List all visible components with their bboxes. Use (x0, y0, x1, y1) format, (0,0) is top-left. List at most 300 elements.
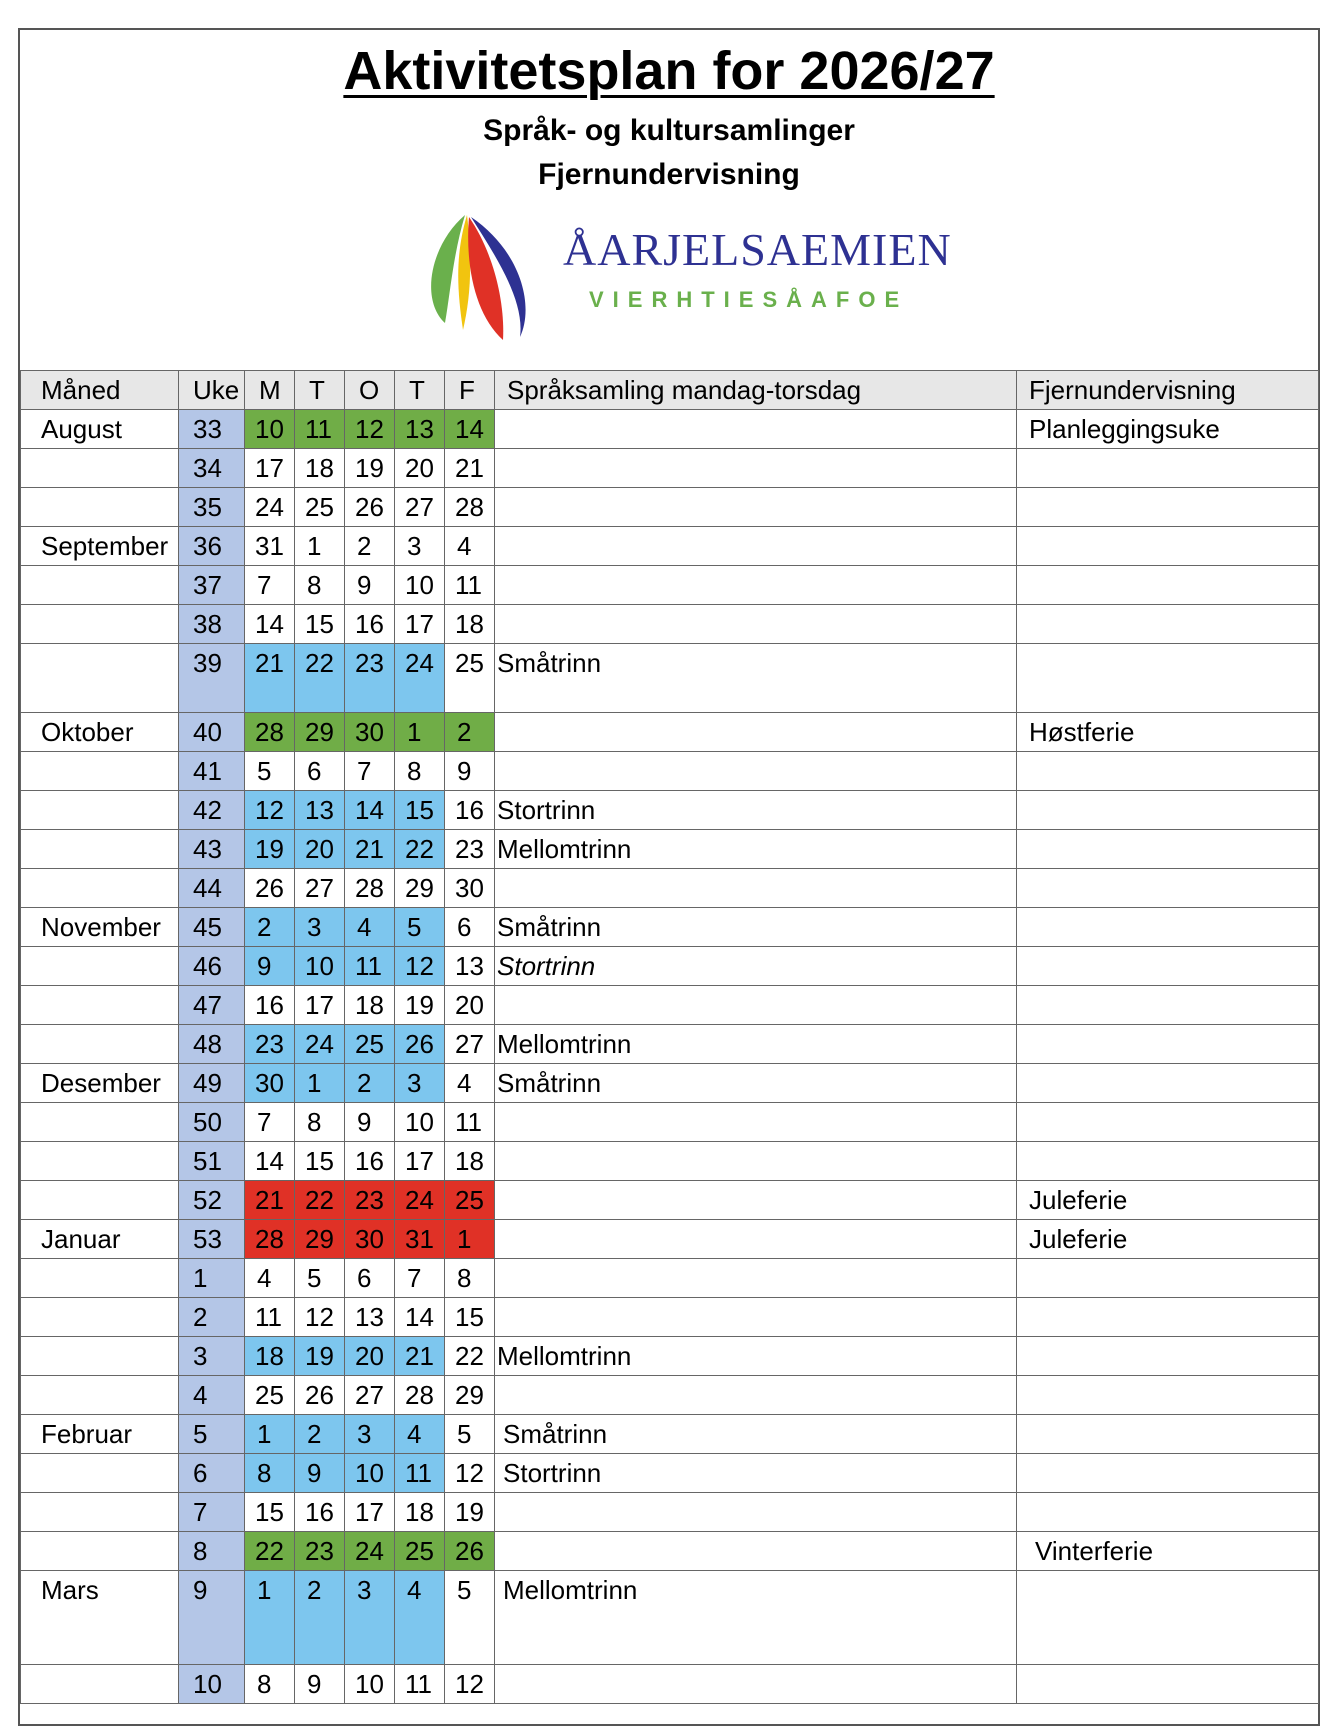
day-cell-thu: 17 (395, 605, 445, 644)
table-row (21, 908, 1319, 947)
samling-cell (495, 1376, 1017, 1415)
week-cell: 49 (179, 1064, 245, 1103)
col-header-t: T (295, 371, 345, 410)
fjern-cell (1017, 1415, 1319, 1454)
day-cell-fri: 18 (445, 605, 495, 644)
day-cell-wed: 2 (345, 1064, 395, 1103)
day-cell-fri: 9 (445, 752, 495, 791)
week-cell: 38 (179, 605, 245, 644)
fjern-cell (1017, 869, 1319, 908)
month-cell: Mars (21, 1571, 179, 1665)
month-cell (21, 605, 179, 644)
samling-cell: Stortrinn (495, 947, 1017, 986)
month-cell: September (21, 527, 179, 566)
week-cell: 6 (179, 1454, 245, 1493)
day-cell-wed: 26 (345, 488, 395, 527)
fjern-cell (1017, 605, 1319, 644)
logo-subtitle: VIERHTIESÅAFOE (589, 287, 909, 312)
fjern-cell (1017, 1259, 1319, 1298)
day-cell-tue: 2 (295, 1571, 345, 1665)
samling-cell: Småtrinn (495, 644, 1017, 713)
week-cell: 41 (179, 752, 245, 791)
day-cell-thu: 26 (395, 1025, 445, 1064)
day-cell-tue: 6 (295, 752, 345, 791)
samling-cell: Småtrinn (495, 1064, 1017, 1103)
day-cell-tue: 16 (295, 1493, 345, 1532)
month-cell (21, 830, 179, 869)
day-cell-wed: 6 (345, 1259, 395, 1298)
samling-cell (495, 527, 1017, 566)
samling-cell (495, 410, 1017, 449)
day-cell-mon: 1 (245, 1571, 295, 1665)
day-cell-thu: 28 (395, 1376, 445, 1415)
table-row (21, 449, 1319, 488)
day-cell-wed: 10 (345, 1454, 395, 1493)
day-cell-fri: 4 (445, 1064, 495, 1103)
col-header-m: M (245, 371, 295, 410)
week-cell: 39 (179, 644, 245, 713)
table-row (21, 1532, 1319, 1571)
day-cell-tue: 22 (295, 1181, 345, 1220)
fjern-cell (1017, 527, 1319, 566)
day-cell-mon: 7 (245, 1103, 295, 1142)
samling-cell: Mellomtrinn (495, 830, 1017, 869)
table-row (21, 1181, 1319, 1220)
day-cell-fri: 5 (445, 1571, 495, 1665)
month-cell (21, 1454, 179, 1493)
table-row (21, 1454, 1319, 1493)
day-cell-fri: 30 (445, 869, 495, 908)
day-cell-thu: 15 (395, 791, 445, 830)
fjern-cell: Juleferie (1017, 1181, 1319, 1220)
day-cell-thu: 22 (395, 830, 445, 869)
month-cell (21, 1376, 179, 1415)
month-cell: November (21, 908, 179, 947)
week-cell: 10 (179, 1665, 245, 1704)
day-cell-tue: 10 (295, 947, 345, 986)
logo (425, 205, 985, 345)
samling-cell: Mellomtrinn (495, 1571, 1017, 1665)
samling-cell: Mellomtrinn (495, 1337, 1017, 1376)
day-cell-tue: 29 (295, 1220, 345, 1259)
day-cell-mon: 28 (245, 1220, 295, 1259)
col-header-sprak: Språksamling mandag-torsdag (495, 371, 1017, 410)
day-cell-fri: 12 (445, 1665, 495, 1704)
day-cell-tue: 26 (295, 1376, 345, 1415)
day-cell-wed: 7 (345, 752, 395, 791)
week-cell: 44 (179, 869, 245, 908)
day-cell-fri: 18 (445, 1142, 495, 1181)
day-cell-mon: 4 (245, 1259, 295, 1298)
week-cell: 36 (179, 527, 245, 566)
day-cell-thu: 4 (395, 1571, 445, 1665)
week-cell: 52 (179, 1181, 245, 1220)
day-cell-tue: 3 (295, 908, 345, 947)
week-cell: 33 (179, 410, 245, 449)
table-row (21, 1337, 1319, 1376)
samling-cell (495, 1298, 1017, 1337)
month-cell (21, 869, 179, 908)
samling-cell (495, 1220, 1017, 1259)
table-row (21, 1298, 1319, 1337)
day-cell-wed: 17 (345, 1493, 395, 1532)
day-cell-mon: 18 (245, 1337, 295, 1376)
table-row (21, 752, 1319, 791)
samling-cell (495, 1142, 1017, 1181)
day-cell-thu: 10 (395, 566, 445, 605)
day-cell-wed: 30 (345, 713, 395, 752)
day-cell-fri: 1 (445, 1220, 495, 1259)
samling-cell: Mellomtrinn (495, 1025, 1017, 1064)
day-cell-wed: 23 (345, 1181, 395, 1220)
col-header-maned: Måned (21, 371, 179, 410)
table-row (21, 791, 1319, 830)
fjern-cell (1017, 1337, 1319, 1376)
day-cell-wed: 4 (345, 908, 395, 947)
day-cell-fri: 12 (445, 1454, 495, 1493)
day-cell-fri: 28 (445, 488, 495, 527)
fjern-cell: Høstferie (1017, 713, 1319, 752)
table-row (21, 986, 1319, 1025)
fjern-cell (1017, 1103, 1319, 1142)
day-cell-mon: 19 (245, 830, 295, 869)
table-row (21, 488, 1319, 527)
day-cell-fri: 14 (445, 410, 495, 449)
fjern-cell (1017, 947, 1319, 986)
subtitle-sprak-kultursamlinger: Språk- og kultursamlinger (483, 114, 855, 147)
day-cell-tue: 12 (295, 1298, 345, 1337)
table-row (21, 1025, 1319, 1064)
day-cell-thu: 20 (395, 449, 445, 488)
day-cell-tue: 24 (295, 1025, 345, 1064)
day-cell-fri: 6 (445, 908, 495, 947)
day-cell-tue: 19 (295, 1337, 345, 1376)
day-cell-thu: 13 (395, 410, 445, 449)
day-cell-wed: 9 (345, 566, 395, 605)
day-cell-fri: 2 (445, 713, 495, 752)
day-cell-thu: 17 (395, 1142, 445, 1181)
fjern-cell (1017, 1025, 1319, 1064)
day-cell-wed: 14 (345, 791, 395, 830)
samling-cell (495, 1493, 1017, 1532)
samling-cell (495, 605, 1017, 644)
table-header-row (21, 371, 1319, 410)
day-cell-thu: 29 (395, 869, 445, 908)
day-cell-thu: 11 (395, 1454, 445, 1493)
day-cell-mon: 9 (245, 947, 295, 986)
day-cell-mon: 31 (245, 527, 295, 566)
day-cell-wed: 16 (345, 605, 395, 644)
day-cell-wed: 16 (345, 1142, 395, 1181)
day-cell-mon: 21 (245, 1181, 295, 1220)
month-cell: Januar (21, 1220, 179, 1259)
day-cell-wed: 24 (345, 1532, 395, 1571)
week-cell: 48 (179, 1025, 245, 1064)
col-header-o: O (345, 371, 395, 410)
day-cell-fri: 11 (445, 1103, 495, 1142)
fjern-cell (1017, 830, 1319, 869)
day-cell-mon: 2 (245, 908, 295, 947)
day-cell-fri: 21 (445, 449, 495, 488)
month-cell (21, 1259, 179, 1298)
week-cell: 47 (179, 986, 245, 1025)
week-cell: 7 (179, 1493, 245, 1532)
day-cell-thu: 3 (395, 1064, 445, 1103)
day-cell-tue: 29 (295, 713, 345, 752)
day-cell-mon: 25 (245, 1376, 295, 1415)
day-cell-thu: 31 (395, 1220, 445, 1259)
day-cell-thu: 10 (395, 1103, 445, 1142)
day-cell-thu: 19 (395, 986, 445, 1025)
table-row (21, 713, 1319, 752)
week-cell: 5 (179, 1415, 245, 1454)
day-cell-wed: 27 (345, 1376, 395, 1415)
table-row (21, 1064, 1319, 1103)
day-cell-fri: 13 (445, 947, 495, 986)
day-cell-mon: 8 (245, 1665, 295, 1704)
day-cell-mon: 17 (245, 449, 295, 488)
fjern-cell (1017, 1493, 1319, 1532)
day-cell-tue: 13 (295, 791, 345, 830)
day-cell-thu: 24 (395, 1181, 445, 1220)
day-cell-mon: 30 (245, 1064, 295, 1103)
subtitle-fjernundervisning: Fjernundervisning (538, 158, 800, 191)
table-row (21, 1142, 1319, 1181)
day-cell-thu: 12 (395, 947, 445, 986)
day-cell-fri: 4 (445, 527, 495, 566)
day-cell-fri: 25 (445, 644, 495, 713)
day-cell-tue: 1 (295, 527, 345, 566)
day-cell-tue: 2 (295, 1415, 345, 1454)
day-cell-thu: 7 (395, 1259, 445, 1298)
week-cell: 37 (179, 566, 245, 605)
logo-name: ÅARJELSAEMIEN (563, 224, 952, 275)
fjern-cell (1017, 644, 1319, 713)
day-cell-thu: 27 (395, 488, 445, 527)
table-row (21, 566, 1319, 605)
day-cell-tue: 22 (295, 644, 345, 713)
day-cell-mon: 10 (245, 410, 295, 449)
week-cell: 34 (179, 449, 245, 488)
week-cell: 46 (179, 947, 245, 986)
week-cell: 35 (179, 488, 245, 527)
day-cell-tue: 5 (295, 1259, 345, 1298)
fjern-cell (1017, 1454, 1319, 1493)
day-cell-tue: 8 (295, 1103, 345, 1142)
month-cell (21, 752, 179, 791)
table-row (21, 1571, 1319, 1665)
table-row (21, 605, 1319, 644)
samling-cell (495, 1181, 1017, 1220)
day-cell-thu: 8 (395, 752, 445, 791)
table-body (21, 410, 1319, 1704)
samling-cell: Småtrinn (495, 908, 1017, 947)
day-cell-tue: 23 (295, 1532, 345, 1571)
month-cell (21, 1025, 179, 1064)
week-cell: 1 (179, 1259, 245, 1298)
day-cell-fri: 8 (445, 1259, 495, 1298)
fjern-cell (1017, 1571, 1319, 1665)
day-cell-wed: 12 (345, 410, 395, 449)
month-cell (21, 1493, 179, 1532)
table-row (21, 1665, 1319, 1704)
day-cell-mon: 8 (245, 1454, 295, 1493)
day-cell-fri: 26 (445, 1532, 495, 1571)
samling-cell: Stortrinn (495, 791, 1017, 830)
week-cell: 45 (179, 908, 245, 947)
table-row (21, 1493, 1319, 1532)
week-cell: 51 (179, 1142, 245, 1181)
day-cell-mon: 1 (245, 1415, 295, 1454)
day-cell-thu: 3 (395, 527, 445, 566)
month-cell (21, 1337, 179, 1376)
day-cell-tue: 1 (295, 1064, 345, 1103)
day-cell-mon: 12 (245, 791, 295, 830)
samling-cell (495, 1665, 1017, 1704)
day-cell-wed: 23 (345, 644, 395, 713)
col-header-f: F (445, 371, 495, 410)
month-cell: Oktober (21, 713, 179, 752)
day-cell-fri: 29 (445, 1376, 495, 1415)
fjern-cell (1017, 752, 1319, 791)
day-cell-thu: 25 (395, 1532, 445, 1571)
month-cell (21, 449, 179, 488)
fjern-cell (1017, 1298, 1319, 1337)
day-cell-thu: 24 (395, 644, 445, 713)
day-cell-wed: 9 (345, 1103, 395, 1142)
fjern-cell (1017, 908, 1319, 947)
samling-cell: Småtrinn (495, 1415, 1017, 1454)
samling-cell (495, 1532, 1017, 1571)
week-cell: 50 (179, 1103, 245, 1142)
table-row (21, 1376, 1319, 1415)
activity-table (20, 370, 1319, 1704)
month-cell (21, 1298, 179, 1337)
day-cell-tue: 25 (295, 488, 345, 527)
fjern-cell (1017, 1064, 1319, 1103)
day-cell-mon: 24 (245, 488, 295, 527)
day-cell-fri: 25 (445, 1181, 495, 1220)
header (20, 30, 1318, 370)
col-header-uke: Uke (179, 371, 245, 410)
logo-feather-icon (425, 205, 545, 345)
month-cell: August (21, 410, 179, 449)
day-cell-wed: 18 (345, 986, 395, 1025)
day-cell-thu: 1 (395, 713, 445, 752)
day-cell-fri: 22 (445, 1337, 495, 1376)
week-cell: 43 (179, 830, 245, 869)
week-cell: 9 (179, 1571, 245, 1665)
day-cell-fri: 5 (445, 1415, 495, 1454)
week-cell: 4 (179, 1376, 245, 1415)
month-cell: Februar (21, 1415, 179, 1454)
fjern-cell (1017, 488, 1319, 527)
day-cell-tue: 15 (295, 605, 345, 644)
week-cell: 42 (179, 791, 245, 830)
day-cell-tue: 8 (295, 566, 345, 605)
day-cell-thu: 21 (395, 1337, 445, 1376)
day-cell-mon: 14 (245, 605, 295, 644)
table-row (21, 869, 1319, 908)
day-cell-fri: 27 (445, 1025, 495, 1064)
day-cell-wed: 30 (345, 1220, 395, 1259)
day-cell-tue: 18 (295, 449, 345, 488)
day-cell-tue: 11 (295, 410, 345, 449)
fjern-cell (1017, 1665, 1319, 1704)
day-cell-mon: 21 (245, 644, 295, 713)
col-header-fjern: Fjernundervisning (1017, 371, 1319, 410)
day-cell-mon: 26 (245, 869, 295, 908)
day-cell-tue: 17 (295, 986, 345, 1025)
table-row (21, 527, 1319, 566)
samling-cell (495, 713, 1017, 752)
week-cell: 40 (179, 713, 245, 752)
day-cell-tue: 9 (295, 1454, 345, 1493)
day-cell-tue: 27 (295, 869, 345, 908)
month-cell (21, 1103, 179, 1142)
day-cell-fri: 23 (445, 830, 495, 869)
fjern-cell (1017, 449, 1319, 488)
table-row (21, 1415, 1319, 1454)
day-cell-mon: 16 (245, 986, 295, 1025)
day-cell-wed: 20 (345, 1337, 395, 1376)
month-cell (21, 1532, 179, 1571)
day-cell-mon: 7 (245, 566, 295, 605)
table-row (21, 1259, 1319, 1298)
day-cell-thu: 18 (395, 1493, 445, 1532)
fjern-cell (1017, 791, 1319, 830)
day-cell-mon: 11 (245, 1298, 295, 1337)
day-cell-tue: 15 (295, 1142, 345, 1181)
day-cell-wed: 3 (345, 1415, 395, 1454)
month-cell (21, 791, 179, 830)
month-cell (21, 986, 179, 1025)
day-cell-wed: 10 (345, 1665, 395, 1704)
month-cell: Desember (21, 1064, 179, 1103)
month-cell (21, 1142, 179, 1181)
fjern-cell (1017, 986, 1319, 1025)
page-title: Aktivitetsplan for 2026/27 (343, 41, 995, 101)
samling-cell: Stortrinn (495, 1454, 1017, 1493)
table-row (21, 644, 1319, 713)
day-cell-fri: 20 (445, 986, 495, 1025)
day-cell-fri: 16 (445, 791, 495, 830)
week-cell: 3 (179, 1337, 245, 1376)
day-cell-wed: 19 (345, 449, 395, 488)
day-cell-tue: 20 (295, 830, 345, 869)
day-cell-wed: 2 (345, 527, 395, 566)
day-cell-fri: 15 (445, 1298, 495, 1337)
week-cell: 8 (179, 1532, 245, 1571)
day-cell-mon: 28 (245, 713, 295, 752)
day-cell-mon: 23 (245, 1025, 295, 1064)
samling-cell (495, 566, 1017, 605)
samling-cell (495, 488, 1017, 527)
table-row (21, 947, 1319, 986)
day-cell-mon: 15 (245, 1493, 295, 1532)
samling-cell (495, 1103, 1017, 1142)
day-cell-wed: 13 (345, 1298, 395, 1337)
day-cell-fri: 19 (445, 1493, 495, 1532)
day-cell-wed: 3 (345, 1571, 395, 1665)
month-cell (21, 488, 179, 527)
week-cell: 53 (179, 1220, 245, 1259)
month-cell (21, 566, 179, 605)
week-cell: 2 (179, 1298, 245, 1337)
samling-cell (495, 1259, 1017, 1298)
table-row (21, 410, 1319, 449)
day-cell-tue: 9 (295, 1665, 345, 1704)
